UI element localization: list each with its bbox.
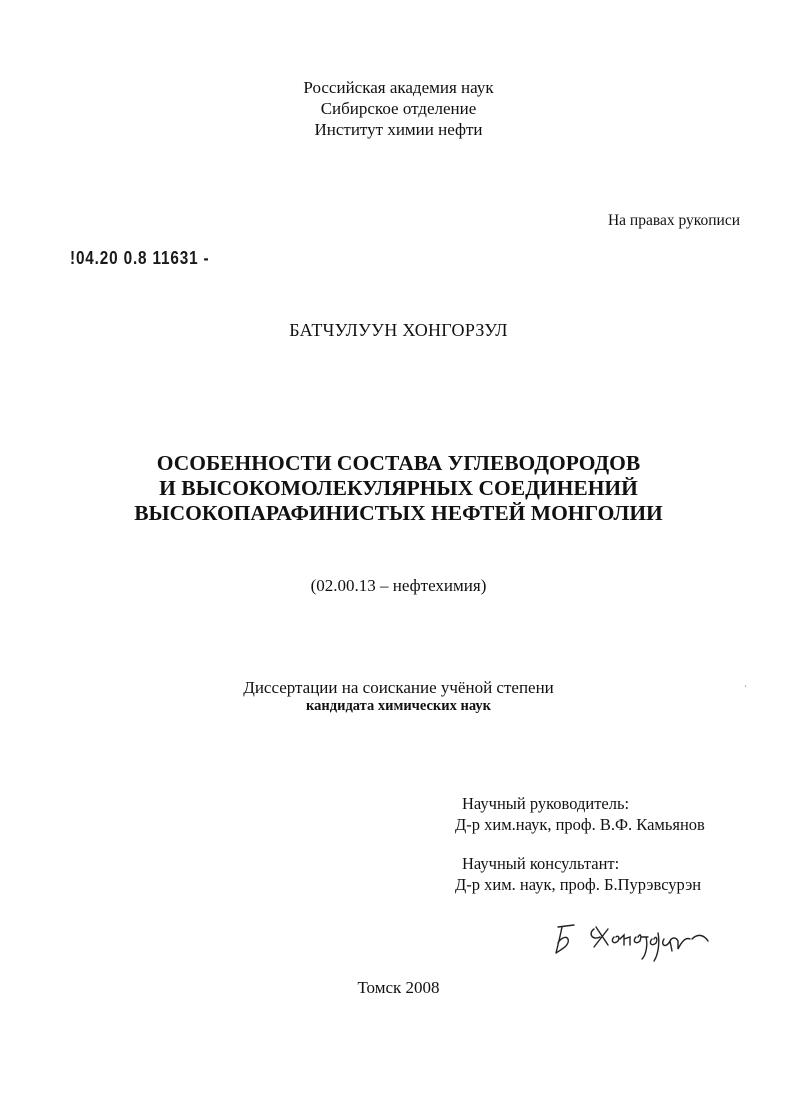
city-year: Томск 2008 bbox=[357, 978, 440, 997]
title-line-2: И ВЫСОКОМОЛЕКУЛЯРНЫХ СОЕДИНЕНИЙ bbox=[159, 476, 638, 500]
institute-name: Институт химии нефти bbox=[314, 120, 483, 139]
author-name: БАТЧУЛУУН ХОНГОРЗУЛ bbox=[289, 320, 508, 340]
consultant-label: Научный консультант: bbox=[462, 854, 620, 873]
handwritten-signature bbox=[548, 915, 728, 965]
branch-name: Сибирское отделение bbox=[320, 99, 477, 118]
title-line-3: ВЫСОКОПАРАФИНИСТЫХ НЕФТЕЙ МОНГОЛИИ bbox=[134, 501, 663, 525]
academy-name: Российская академия наук bbox=[303, 78, 494, 97]
supervisor-block bbox=[455, 793, 705, 835]
dissertation-label: Диссертации на соискание учёной степени bbox=[243, 678, 554, 697]
library-stamp-number: !04.20 0.8 11631 - bbox=[70, 248, 210, 268]
consultant-name: Д-р хим. наук, проф. Б.Пурэвсурэн bbox=[455, 875, 702, 894]
supervisor-name: Д-р хим.наук, проф. В.Ф. Камьянов bbox=[455, 815, 705, 834]
title-line-1: ОСОБЕННОСТИ СОСТАВА УГЛЕВОДОРОДОВ bbox=[156, 451, 641, 475]
supervisor-label: Научный руководитель: bbox=[462, 794, 630, 813]
specialty-code: (02.00.13 – нефтехимия) bbox=[310, 576, 487, 595]
institution-block bbox=[0, 77, 797, 140]
degree-label: кандидата химических наук bbox=[306, 698, 491, 714]
consultant-block bbox=[455, 853, 702, 895]
thesis-title bbox=[0, 451, 797, 526]
rights-note: На правах рукописи bbox=[607, 212, 740, 229]
scan-speck: ʿ bbox=[744, 684, 747, 694]
